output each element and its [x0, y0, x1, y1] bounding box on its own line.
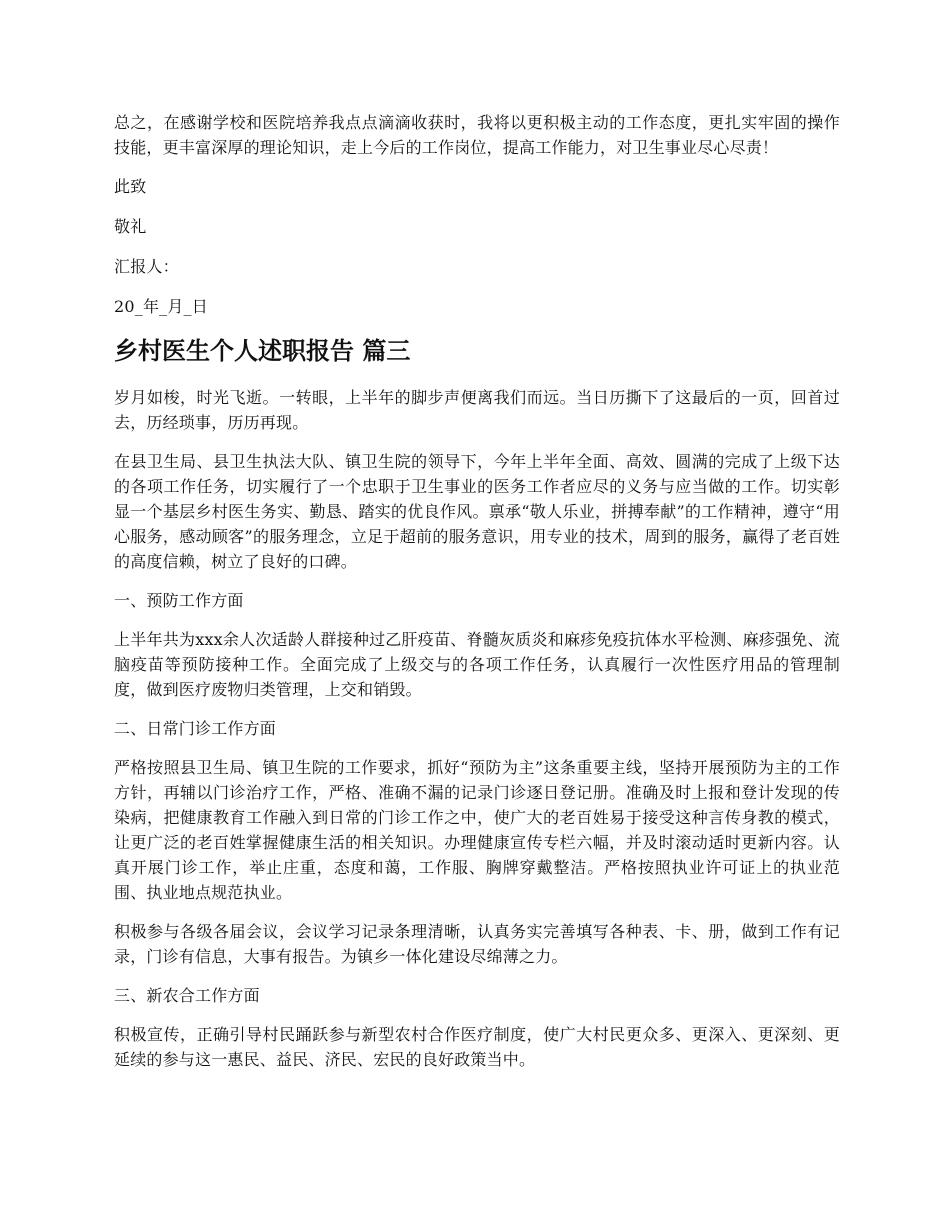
document-page: [114, 110, 840, 1086]
reporter-label: 汇报人：: [114, 257, 179, 276]
section-title: 乡村医生个人述职报告 篇三: [114, 337, 411, 365]
report-date: 20_年_月_日: [114, 297, 208, 316]
opening-paragraph: 岁月如梭，时光飞逝。一转眼，上半年的脚步声便离我们而远。当日历撕下了这最后的一页，回首过去，历经琐事，历历再现。: [114, 388, 840, 432]
closing-salutation: 此致: [114, 177, 147, 196]
subheading-rural-coop: 三、新农合工作方面: [114, 986, 260, 1005]
conclusion-paragraph: 总之，在感谢学校和医院培养我点点滴滴收获时，我将以更积极主动的工作态度，更扎实牢固的操作技能，更丰富深厚的理论知识，走上今后的工作岗位，提高工作能力，对卫生事业尽心尽责！: [114, 113, 840, 157]
outpatient-paragraph: 严格按照县卫生局、镇卫生院的工作要求，抓好“预防为主”这条重要主线，坚持开展预防为主的工作方针，再辅以门诊治疗工作，严格、准确不漏的记录门诊逐日登记册。准确及时上报和登计发现的传染病，把健康教育工作融入到日常的门诊工作之中，使广大的老百姓易于接受这种言传身教的模式，让更广泛的老百姓掌握健康生活的相关知识。办理健康宣传专栏六幅，并及时滚动适时更新内容。认真开展门诊工作，举止庄重，态度和蔼，工作服、胸牌穿戴整洁。严格按照执业许可证上的执业范围、执业地点规范执业。: [114, 758, 840, 902]
meetings-paragraph: 积极参与各级各届会议，会议学习记录条理清晰，认真务实完善填写各种表、卡、册，做到工作有记录，门诊有信息，大事有报告。为镇乡一体化建设尽绵薄之力。: [114, 922, 840, 966]
closing-regards: 敬礼: [114, 217, 147, 236]
leadership-paragraph: 在县卫生局、县卫生执法大队、镇卫生院的领导下，今年上半年全面、高效、圆满的完成了上级下达的各项工作任务，切实履行了一个忠职于卫生事业的医务工作者应尽的义务与应当做的工作。切实彰显一个基层乡村医生务实、勤恳、踏实的优良作风。禀承“敬人乐业，拼搏奉献”的工作精神，遵守“用心服务，感动顾客”的服务理念，立足于超前的服务意识，用专业的技术，周到的服务，赢得了老百姓的高度信赖，树立了良好的口碑。: [114, 452, 840, 571]
subheading-outpatient: 二、日常门诊工作方面: [114, 719, 277, 738]
subheading-prevention: 一、预防工作方面: [114, 591, 244, 610]
prevention-paragraph: 上半年共为xxx余人次适龄人群接种过乙肝疫苗、脊髓灰质炎和麻疹免疫抗体水平检测、麻疹强免、流脑疫苗等预防接种工作。全面完成了上级交与的各项工作任务，认真履行一次性医疗用品的管理制度，做到医疗废物归类管理，上交和销毁。: [114, 630, 840, 699]
rural-coop-paragraph: 积极宣传，正确引导村民踊跃参与新型农村合作医疗制度，使广大村民更众多、更深入、更深刻、更延续的参与这一惠民、益民、济民、宏民的良好政策当中。: [114, 1025, 840, 1069]
